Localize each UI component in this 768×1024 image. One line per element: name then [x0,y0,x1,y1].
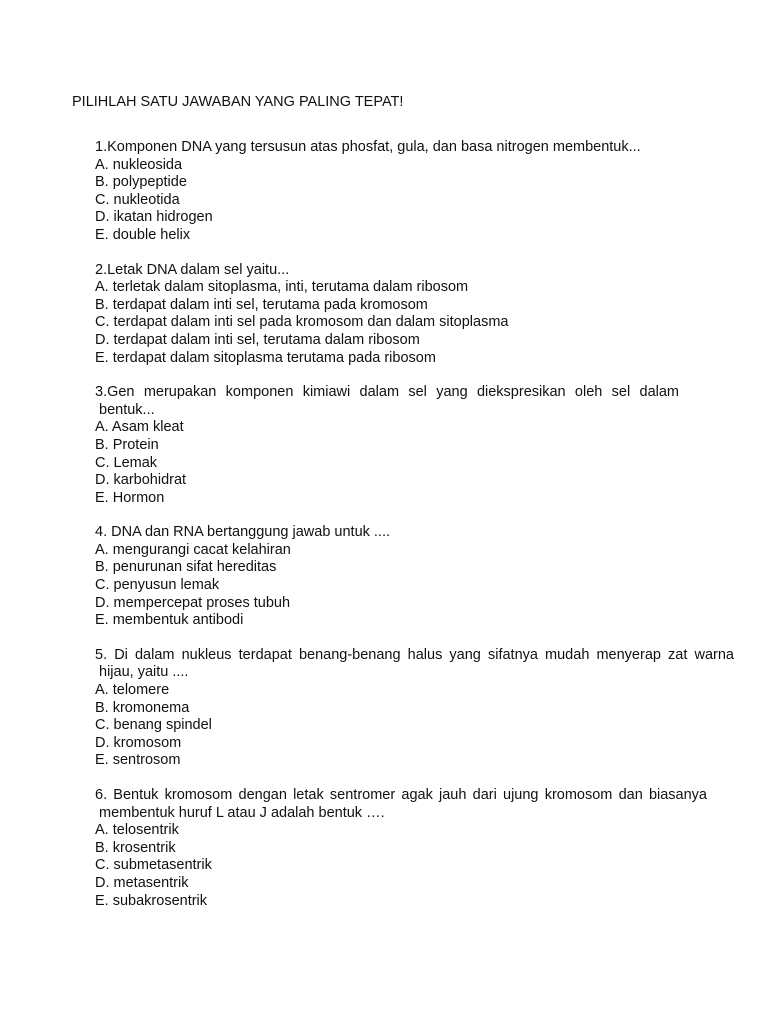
question-3-text-line-2: bentuk... [99,401,155,418]
option-e: E. terdapat dalam sitoplasma terutama pada ribosom [95,349,436,366]
option-c: C. nukleotida [95,191,180,208]
page-title: PILIHLAH SATU JAWABAN YANG PALING TEPAT! [72,94,404,110]
option-a: A. terletak dalam sitoplasma, inti, terutama dalam ribosom [95,279,469,296]
question-5-text-line-2: hijau, yaitu .... [99,664,189,681]
question-6-text-line-1: 6. Bentuk kromosom dengan letak sentromer agak jauh dari ujung kromosom dan biasanya [95,787,707,803]
question-6-options [95,822,735,910]
option-d: D. kromosom [95,734,182,751]
question-3-text [95,384,679,419]
option-a: A. mengurangi cacat kelahiran [95,541,291,558]
question-4 [95,524,735,630]
question-6-text-line-2: membentuk huruf L atau J adalah bentuk …. [99,804,385,821]
question-4-options [95,542,735,630]
question-3-text-line-1: 3.Gen merupakan komponen kimiawi dalam sel yang diekspresikan oleh sel dalam [95,384,679,401]
question-2-options [95,279,735,367]
option-b: B. Protein [95,436,159,453]
option-a: A. telomere [95,682,170,699]
option-b: B. polypeptide [95,174,187,191]
question-1 [95,139,735,245]
question-1-text: 1.Komponen DNA yang tersusun atas phosfat, gula, dan basa nitrogen membentuk... [95,139,641,155]
question-list [95,139,735,927]
option-b: B. kromonema [95,699,190,716]
option-d: D. mempercepat proses tubuh [95,594,291,611]
option-c: C. Lemak [95,454,158,471]
option-c: C. benang spindel [95,717,212,734]
option-d: D. metasentrik [95,874,189,891]
question-5 [95,647,735,770]
option-d: D. terdapat dalam inti sel, terutama dalam ribosom [95,331,420,348]
question-5-text-line-1: 5. Di dalam nukleus terdapat benang-benang halus yang sifatnya mudah menyerap zat warna [95,646,734,663]
option-c: C. penyusun lemak [95,577,220,594]
question-3 [95,384,735,507]
option-b: B. krosentrik [95,839,176,856]
option-b: B. terdapat dalam inti sel, terutama pada kromosom [95,296,428,313]
question-5-text [95,647,734,682]
option-c: C. terdapat dalam inti sel pada kromosom dan dalam sitoplasma [95,314,509,331]
option-a: A. telosentrik [95,822,179,839]
option-c: C. submetasentrik [95,857,212,874]
option-e: E. sentrosom [95,752,181,769]
question-1-options [95,157,735,245]
option-a: A. Asam kleat [95,419,184,436]
option-d: D. ikatan hidrogen [95,209,213,226]
option-e: E. subakrosentrik [95,892,208,909]
question-2-text: 2.Letak DNA dalam sel yaitu... [95,261,290,278]
question-6 [95,787,735,910]
question-4-text: 4. DNA dan RNA bertanggung jawab untuk .... [95,524,391,541]
option-a: A. nukleosida [95,156,183,173]
question-3-options [95,419,735,507]
option-d: D. karbohidrat [95,472,187,489]
option-e: E. double helix [95,226,191,243]
option-e: E. Hormon [95,489,165,506]
question-2 [95,262,735,368]
question-5-options [95,682,735,770]
option-e: E. membentuk antibodi [95,612,244,629]
option-b: B. penurunan sifat hereditas [95,559,277,576]
question-6-text [95,787,707,822]
